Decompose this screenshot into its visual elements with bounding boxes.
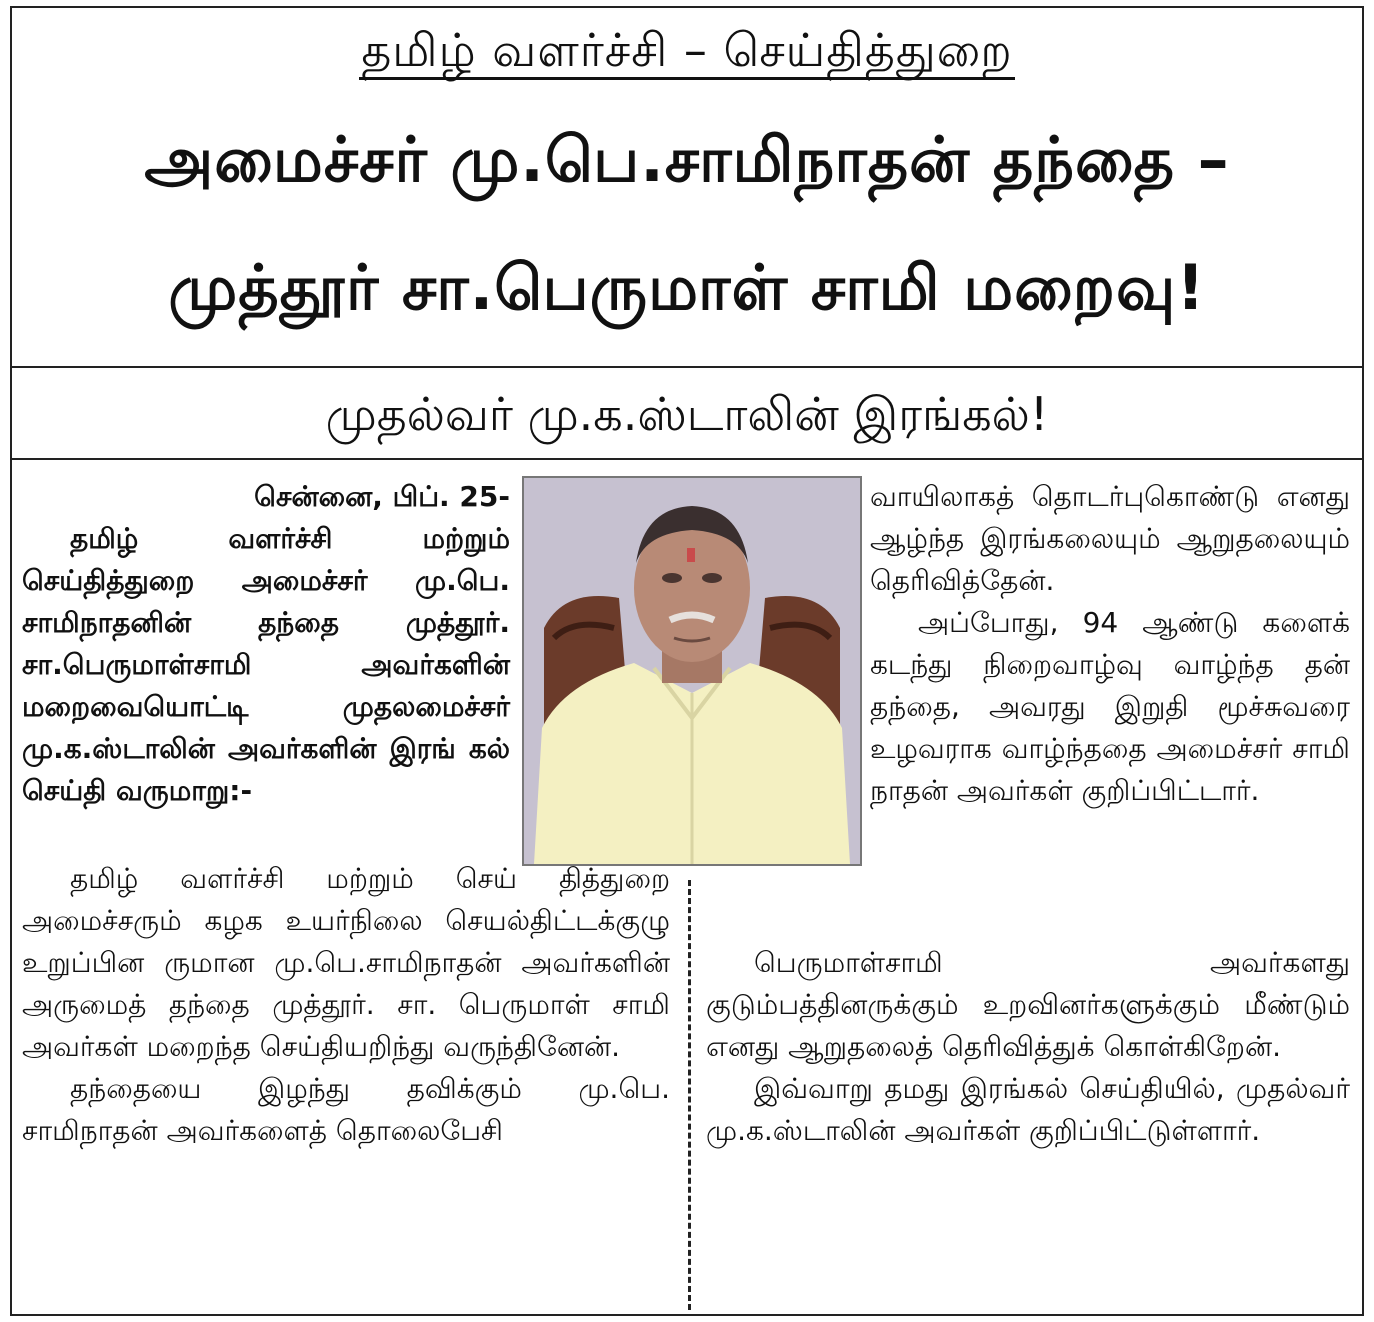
subheadline: முதல்வர் மு.க.ஸ்டாலின் இரங்கல்! bbox=[325, 387, 1049, 441]
dateline: சென்னை, பிப். 25- bbox=[254, 480, 510, 513]
paragraph: தந்தையை இழந்து தவிக்கும் மு.பெ. சாமிநாதன் அவர்களைத் தொலைபேசி bbox=[22, 1072, 670, 1147]
paragraph: இவ்வாறு தமது இரங்கல் செய்தியில், முதல்வர் மு.க.ஸ்டாலின் அவர்கள் குறிப்பிட்டுள்ளார். bbox=[706, 1072, 1350, 1147]
column-3 bbox=[706, 942, 1350, 1152]
lead-paragraph bbox=[22, 476, 510, 812]
column-1 bbox=[22, 858, 670, 1152]
paragraph: வாயிலாகத் தொடர்புகொண்டு எனது ஆழ்ந்த இரங்கலையும் ஆறுதலையும் தெரிவித்தேன். bbox=[870, 480, 1350, 597]
department-text: தமிழ் வளர்ச்சி – செய்தித்துறை bbox=[359, 23, 1014, 80]
headline-line-2: முத்தூர் சா.பெருமாள் சாமி மறைவு! bbox=[168, 251, 1206, 324]
column-2 bbox=[870, 476, 1350, 812]
department-heading bbox=[0, 22, 1374, 78]
divider-rule bbox=[10, 366, 1364, 368]
portrait-illustration bbox=[524, 478, 860, 864]
paragraph: பெருமாள்சாமி அவர்களது குடும்பத்தினருக்கும் உறவினர்களுக்கும் மீண்டும் எனது ஆறுதலைத் தெரிவித்துக் கொள்கிறேன். bbox=[706, 946, 1350, 1063]
lead-text: தமிழ் வளர்ச்சி மற்றும் செய்தித்துறை அமைச்சர் மு.பெ. சாமிநாதனின் தந்தை முத்தூர். சா.பெருமாள்சாமி அவர்களின் மறைவையொட்டி முதலமைச்சர் மு.க.ஸ்டாலின் அவர்களின் இரங் கல் செய்தி வருமாறு:- bbox=[22, 522, 510, 807]
column-divider bbox=[688, 880, 691, 1310]
divider-rule bbox=[10, 458, 1364, 460]
portrait-photo bbox=[522, 476, 862, 866]
paragraph: அப்போது, 94 ஆண்டு களைக் கடந்து நிறைவாழ்வு வாழ்ந்த தன் தந்தை, அவரது இறுதி மூச்சுவரை உழவராக வாழ்ந்ததை அமைச்சர் சாமி நாதன் அவர்கள் குறிப்பிட்டார். bbox=[870, 606, 1350, 807]
paragraph: தமிழ் வளர்ச்சி மற்றும் செய் தித்துறை அமைச்சரும் கழக உயர்நிலை செயல்திட்டக்குழு உறுப்பின ருமான மு.பெ.சாமிநாதன் அவர்களின் அருமைத் தந்தை முத்தூர். சா. பெருமாள் சாமி அவர்கள் மறைந்த செய்தியறிந்து வருந்தினேன். bbox=[22, 862, 670, 1063]
headline-line-1: அமைச்சர் மு.பெ.சாமிநாதன் தந்தை – bbox=[144, 123, 1230, 196]
